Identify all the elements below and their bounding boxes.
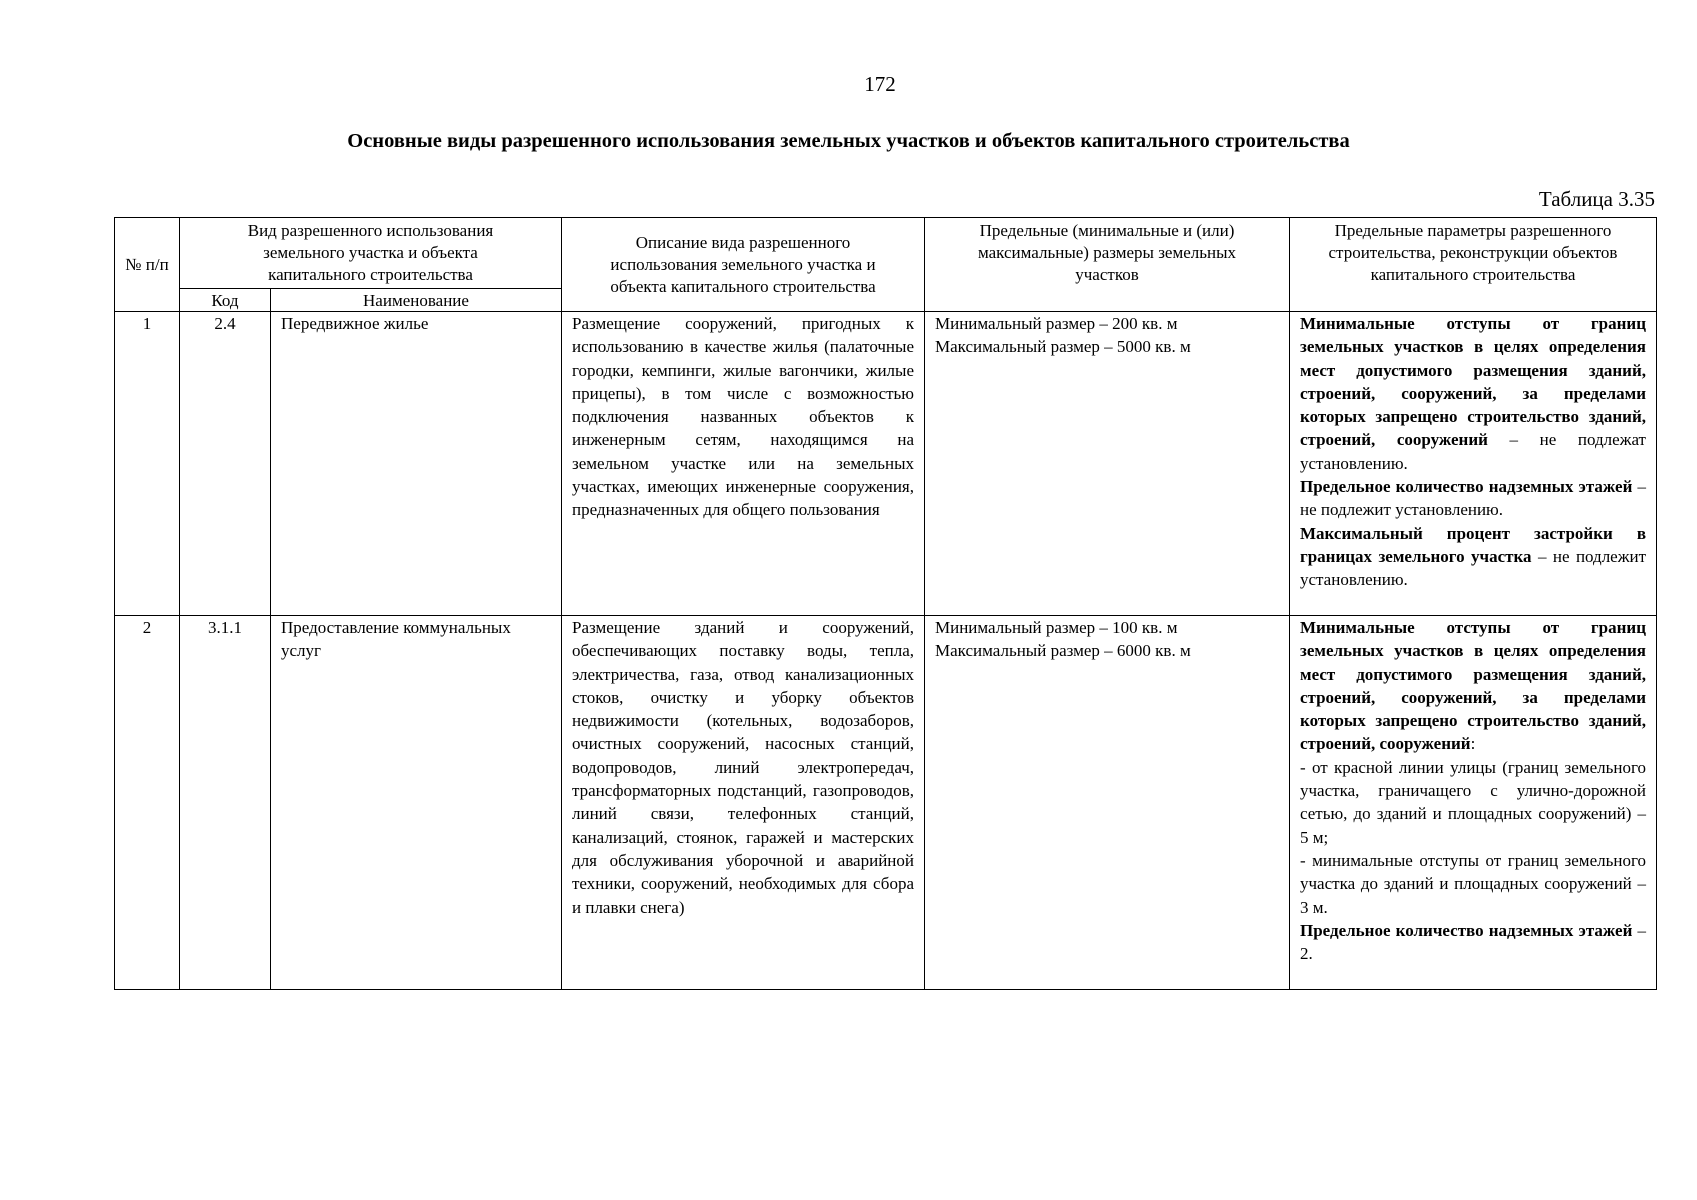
param-setback-bold: Минимальные отступы от границ земельных участков в целях определения мест допустимого размещения зданий, строений, сооружений, за пределами которых запрещено строительство зданий, строений, сооружений bbox=[1300, 618, 1646, 754]
header-description: Описание вида разрешенного использования земельного участка и объекта капитального строительства bbox=[562, 218, 925, 312]
header-params: Предельные параметры разрешенного строительства, реконструкции объектов капитального строительства bbox=[1290, 218, 1657, 312]
param-coverage-rest: – не подлежит установлению. bbox=[1300, 546, 1647, 590]
land-use-table bbox=[114, 217, 1657, 990]
header-num: № п/п bbox=[115, 218, 180, 312]
size-max: Максимальный размер – 6000 кв. м bbox=[935, 641, 1191, 661]
param-coverage-bold: Максимальный процент застройки в границах земельного участка bbox=[1300, 523, 1646, 566]
row-description: Размещение сооружений, пригодных к использованию в качестве жилья (палаточные городки, кемпинги, жилые вагончики, жилые прицепы), в том числе с возможностью подключения названных объектов к инженерным сетям, находящимся на земельном участке или на земельных участках, имеющих инженерные сооружения, предназначенных для общего пользования bbox=[562, 312, 925, 616]
row-params bbox=[1290, 312, 1657, 616]
param-setback-item: - минимальные отступы от границ земельного участка до зданий и площадных сооружений – 3 м. bbox=[1300, 850, 1646, 917]
row-params bbox=[1290, 616, 1657, 990]
row-description: Размещение зданий и сооружений, обеспечивающих поставку воды, тепла, электричества, газа, отвод канализационных стоков, очистку и уборку объектов недвижимости (котельных, водозаборов, очистных сооружений, насосных станций, водопроводов, линий электропередач, трансформаторных подстанций, газопроводов, линий связи, телефонных станций, канализаций, стоянок, гаражей и мастерских для обслуживания уборочной и аварийной техники, сооружений, необходимых для сбора и плавки снега) bbox=[562, 616, 925, 990]
header-code: Код bbox=[180, 289, 271, 312]
row-code: 3.1.1 bbox=[180, 616, 271, 990]
size-max: Максимальный размер – 5000 кв. м bbox=[935, 337, 1191, 357]
param-setback-bold: Минимальные отступы от границ земельных участков в целях определения мест допустимого размещения зданий, строений, сооружений, за пределами которых запрещено строительство зданий, строений, сооружений bbox=[1300, 314, 1646, 450]
param-floors-rest: – 2. bbox=[1300, 920, 1647, 964]
row-sizes bbox=[925, 312, 1290, 616]
size-min: Минимальный размер – 200 кв. м bbox=[935, 314, 1178, 333]
table-row bbox=[115, 312, 1657, 616]
row-number: 2 bbox=[115, 616, 180, 990]
row-number: 1 bbox=[115, 312, 180, 616]
row-name: Передвижное жилье bbox=[271, 312, 562, 616]
row-sizes bbox=[925, 616, 1290, 990]
size-min: Минимальный размер – 100 кв. м bbox=[935, 618, 1178, 637]
header-vid: Вид разрешенного использования земельного участка и объекта капитального строительства bbox=[180, 218, 562, 289]
page-number: 172 bbox=[864, 72, 896, 96]
param-setback-rest: – не подлежат установлению. bbox=[1300, 430, 1646, 473]
row-code: 2.4 bbox=[180, 312, 271, 616]
param-setback-item: - от красной линии улицы (границ земельного участка, граничащего с улично-дорожной сетью, до зданий и площадных сооружений) – 5 м; bbox=[1300, 757, 1646, 847]
param-floors-rest: – не подлежит установлению. bbox=[1300, 477, 1647, 520]
header-name: Наименование bbox=[271, 289, 562, 312]
table-label: Таблица 3.35 bbox=[1538, 187, 1655, 211]
row-name: Предоставление коммунальных услуг bbox=[271, 616, 562, 990]
param-floors-bold: Предельное количество надземных этажей bbox=[1300, 920, 1633, 940]
param-floors-bold: Предельное количество надземных этажей bbox=[1300, 477, 1633, 497]
header-sizes: Предельные (минимальные и (или) максимальные) размеры земельных участков bbox=[925, 218, 1290, 312]
document-title: Основные виды разрешенного использования земельных участков и объектов капитального строительства bbox=[347, 130, 1350, 152]
table-row bbox=[115, 616, 1657, 990]
param-setback-rest: : bbox=[1470, 734, 1476, 754]
